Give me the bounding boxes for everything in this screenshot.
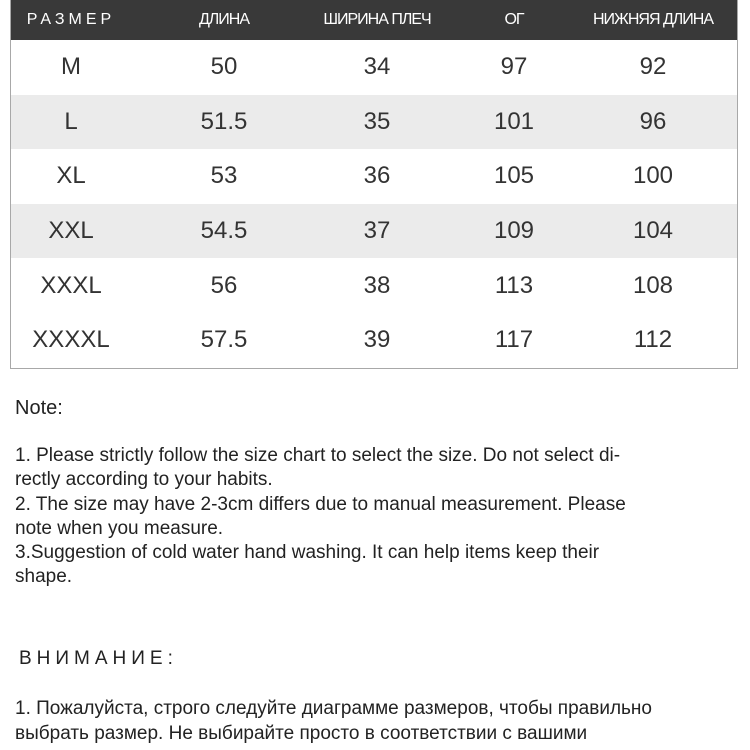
cell-chest: 117 <box>494 326 534 354</box>
header-length: ДЛИНА <box>198 11 250 28</box>
table-row <box>11 204 737 259</box>
cell-length: 57.5 <box>200 326 248 354</box>
cell-chest: 97 <box>500 53 528 81</box>
ru-note-line: выбрать размер. Не выбирайте просто в соответствии с вашими <box>15 722 588 744</box>
cell-shoulder: 37 <box>363 217 391 245</box>
cell-size: M <box>61 53 81 81</box>
table-row <box>11 149 737 204</box>
cell-length: 51.5 <box>200 107 248 135</box>
note-line: rectly according to your habits. <box>15 469 273 491</box>
cell-chest: 105 <box>493 162 535 190</box>
note-line: 1. Please strictly follow the size chart to select the size. Do not select di- <box>15 445 621 466</box>
note-line: 3.Suggestion of cold water hand washing. It can help items keep their <box>15 542 600 564</box>
header-chest: ОГ <box>504 11 524 28</box>
cell-shoulder: 38 <box>363 271 391 299</box>
cell-bottom-length: 112 <box>633 326 673 354</box>
cell-shoulder: 35 <box>363 107 391 135</box>
cell-chest: 109 <box>493 217 535 245</box>
header-bottom-length: НИЖНЯЯ ДЛИНА <box>593 11 713 28</box>
cell-size: XL <box>56 162 86 190</box>
cell-shoulder: 36 <box>363 162 391 190</box>
cell-chest: 113 <box>494 271 534 299</box>
cell-bottom-length: 92 <box>639 53 667 81</box>
cell-bottom-length: 96 <box>639 107 667 135</box>
ru-note-line: 1. Пожалуйста, строго следуйте диаграмме размеров, чтобы правильно <box>15 698 652 719</box>
table-header <box>11 0 737 40</box>
note-line: shape. <box>15 566 73 588</box>
header-shoulder-width: ШИРИНА ПЛЕЧ <box>323 11 431 28</box>
cell-chest: 101 <box>493 107 535 135</box>
note-line: 2. The size may have 2-3cm differs due to manual measurement. Please <box>15 493 626 515</box>
cell-length: 50 <box>210 53 238 81</box>
table-row <box>11 40 737 95</box>
note-line: note when you measure. <box>15 517 224 539</box>
cell-size: XXXL <box>40 271 102 299</box>
cell-shoulder: 34 <box>363 53 391 81</box>
ru-note-title: ВНИМАНИЕ: <box>19 648 178 669</box>
cell-length: 53 <box>210 162 238 190</box>
cell-size: XXL <box>48 217 94 245</box>
cell-bottom-length: 104 <box>632 217 674 245</box>
cell-length: 54.5 <box>200 217 248 245</box>
table-row <box>11 258 737 313</box>
note-title: Note: <box>15 397 63 419</box>
note-body <box>15 444 735 590</box>
cell-bottom-length: 100 <box>632 162 674 190</box>
cell-shoulder: 39 <box>363 326 391 354</box>
cell-bottom-length: 108 <box>632 271 674 299</box>
cell-length: 56 <box>210 271 238 299</box>
header-size: РАЗМЕР <box>26 11 116 28</box>
ru-note-body <box>15 697 735 746</box>
cell-size: L <box>64 107 78 135</box>
cell-size: XXXXL <box>32 326 110 354</box>
table-row <box>11 313 737 368</box>
size-chart-table <box>10 0 738 369</box>
table-row <box>11 95 737 150</box>
